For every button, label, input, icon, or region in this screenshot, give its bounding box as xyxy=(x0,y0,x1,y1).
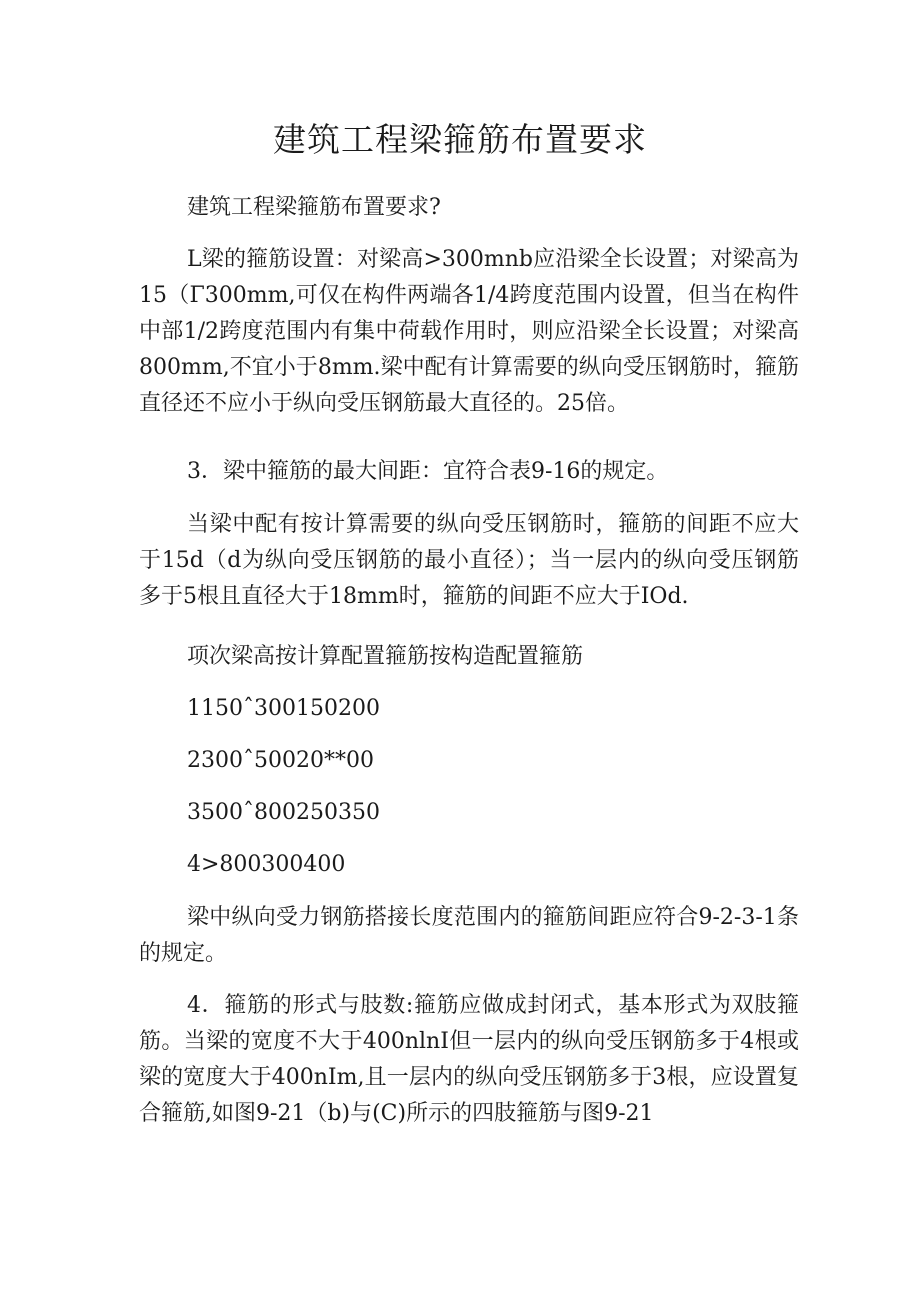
paragraph-compression-steel: 当梁中配有按计算需要的纵向受压钢筋时，箍筋的间距不应大于15d（d为纵向受压钢筋的最小直径）；当一层内的纵向受压钢筋多于5根且直径大于18mm时，箍筋的间距不应大于IOd. xyxy=(139,512,799,609)
paragraph-max-spacing: 3．梁中箍筋的最大间距：宜符合表9-16的规定。 xyxy=(187,459,669,484)
paragraph-lap-splice: 梁中纵向受力钢筋搭接长度范围内的箍筋间距应符合9-2-3-1条的规定。 xyxy=(139,905,799,966)
paragraph-stirrup-form: 4．箍筋的形式与肢数:箍筋应做成封闭式，基本形式为双肢箍筋。当梁的宽度不大于400nlnI但一层内的纵向受压钢筋多于4根或梁的宽度大于400nIm,且一层内的纵向受压钢筋多于3根，应设置复合箍筋,如图9-21（b)与(C)所示的四肢箍筋与图9-21 xyxy=(139,993,799,1126)
table-row: 1150ˆ300150200 xyxy=(187,696,380,721)
table-header-row: 项次梁高按计算配置箍筋按构造配置箍筋 xyxy=(187,644,584,669)
table-row: 4>800300400 xyxy=(187,852,346,877)
document-title: 建筑工程梁箍筋布置要求 xyxy=(273,120,647,159)
table-row: 2300ˆ50020**00 xyxy=(187,748,374,773)
intro-question: 建筑工程梁箍筋布置要求? xyxy=(187,195,441,220)
paragraph-stirrup-setting: L梁的箍筋设置：对梁高>300mnb应沿梁全长设置；对梁高为15（Γ300mm,可仅在构件两端各1/4跨度范围内设置，但当在构件中部1/2跨度范围内有集中荷载作用时，则应沿梁全长设置；对梁高800mm,不宜小于8mm.梁中配有计算需要的纵向受压钢筋时，箍筋直径还不应小于纵向受压钢筋最大直径的。25倍。 xyxy=(139,247,799,416)
table-row: 3500ˆ800250350 xyxy=(187,800,380,825)
